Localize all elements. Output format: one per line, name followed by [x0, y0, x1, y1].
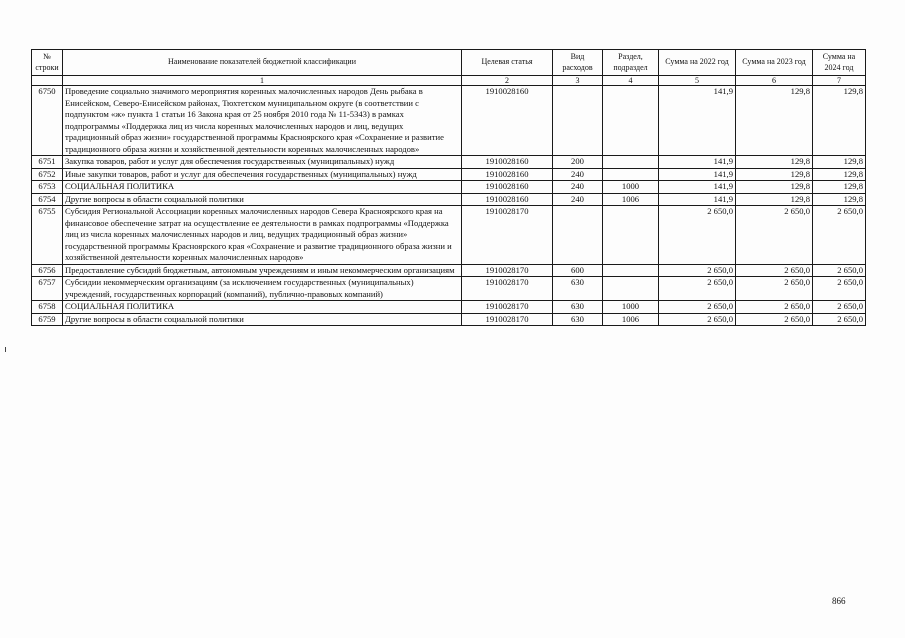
- row-sum-2023: 2 650,0: [736, 313, 813, 326]
- row-name: СОЦИАЛЬНАЯ ПОЛИТИКА: [63, 301, 462, 314]
- table-row: [32, 86, 866, 156]
- row-sum-2024: 129,8: [813, 156, 866, 169]
- scan-margin-mark: [5, 347, 6, 352]
- column-number: 5: [659, 76, 736, 86]
- column-number-blank: [32, 76, 63, 86]
- table-row: [32, 313, 866, 326]
- table-row: [32, 193, 866, 206]
- row-sum-2022: 141,9: [659, 156, 736, 169]
- row-expense-type: 630: [553, 313, 603, 326]
- column-number: 4: [603, 76, 659, 86]
- row-section: 1000: [603, 181, 659, 194]
- row-sum-2022: 2 650,0: [659, 206, 736, 265]
- row-sum-2023: 129,8: [736, 181, 813, 194]
- row-sum-2022: 141,9: [659, 193, 736, 206]
- header-row: [32, 50, 866, 76]
- row-name: Субсидии некоммерческим организациям (за исключением государственных (муниципальных) учреждений, государственных корпораций (компаний), публично-правовых компаний): [63, 277, 462, 301]
- row-sum-2024: 2 650,0: [813, 264, 866, 277]
- row-section: [603, 206, 659, 265]
- header-sum-2023: Сумма на 2023 год: [736, 50, 813, 76]
- page-number: 866: [832, 596, 846, 606]
- row-sum-2023: 2 650,0: [736, 301, 813, 314]
- row-sum-2024: 129,8: [813, 193, 866, 206]
- row-expense-type: 200: [553, 156, 603, 169]
- row-expense-type: 240: [553, 193, 603, 206]
- header-row-number: № строки: [32, 50, 63, 76]
- row-name: Иные закупки товаров, работ и услуг для обеспечения государственных (муниципальных) нужд: [63, 168, 462, 181]
- row-sum-2024: 2 650,0: [813, 206, 866, 265]
- row-sum-2024: 2 650,0: [813, 277, 866, 301]
- row-sum-2024: 129,8: [813, 181, 866, 194]
- row-sum-2023: 2 650,0: [736, 264, 813, 277]
- row-sum-2024: 2 650,0: [813, 301, 866, 314]
- row-name: Закупка товаров, работ и услуг для обеспечения государственных (муниципальных) нужд: [63, 156, 462, 169]
- header-sum-2022: Сумма на 2022 год: [659, 50, 736, 76]
- row-name: СОЦИАЛЬНАЯ ПОЛИТИКА: [63, 181, 462, 194]
- row-target-article: 1910028160: [462, 168, 553, 181]
- row-number: 6758: [32, 301, 63, 314]
- row-sum-2022: 141,9: [659, 181, 736, 194]
- column-number: 6: [736, 76, 813, 86]
- row-target-article: 1910028160: [462, 193, 553, 206]
- row-number: 6751: [32, 156, 63, 169]
- row-number: 6759: [32, 313, 63, 326]
- row-expense-type: 630: [553, 301, 603, 314]
- row-sum-2024: 129,8: [813, 86, 866, 156]
- row-sum-2022: 2 650,0: [659, 301, 736, 314]
- table-row: [32, 168, 866, 181]
- row-name: Предоставление субсидий бюджетным, автономным учреждениям и иным некоммерческим организациям: [63, 264, 462, 277]
- row-expense-type: 630: [553, 277, 603, 301]
- table-row: [32, 206, 866, 265]
- row-number: 6757: [32, 277, 63, 301]
- row-target-article: 1910028160: [462, 181, 553, 194]
- row-section: [603, 86, 659, 156]
- row-number: 6753: [32, 181, 63, 194]
- row-name: Проведение социально значимого мероприятия коренных малочисленных народов День рыбака в Енисейском, Северо-Енисейском районах, Тюхтетском муниципальном округе (в соответствии с подпунктом «ж» пункта 1 статьи 16 Закона края от 25 ноября 2010 года № 11-5343) в рамках подпрограммы «Поддержка лиц из числа коренных малочисленных народов и лиц, ведущих традиционный образ жизни» государственной программы Красноярского края «Сохранение и развитие традиционного образа жизни и хозяйственной деятельности коренных малочисленных народов»: [63, 86, 462, 156]
- row-target-article: 1910028170: [462, 313, 553, 326]
- table-row: [32, 264, 866, 277]
- column-number: 3: [553, 76, 603, 86]
- row-sum-2023: 2 650,0: [736, 206, 813, 265]
- row-target-article: 1910028160: [462, 86, 553, 156]
- row-target-article: 1910028160: [462, 156, 553, 169]
- row-section: 1006: [603, 193, 659, 206]
- row-sum-2023: 129,8: [736, 86, 813, 156]
- header-target-article: Целевая статья: [462, 50, 553, 76]
- column-number: 1: [63, 76, 462, 86]
- row-sum-2023: 2 650,0: [736, 277, 813, 301]
- table-row: [32, 181, 866, 194]
- row-number: 6754: [32, 193, 63, 206]
- row-number: 6756: [32, 264, 63, 277]
- row-expense-type: 600: [553, 264, 603, 277]
- header-section: Раздел, подраздел: [603, 50, 659, 76]
- row-sum-2022: 141,9: [659, 168, 736, 181]
- row-sum-2023: 129,8: [736, 156, 813, 169]
- row-sum-2022: 2 650,0: [659, 277, 736, 301]
- row-number: 6752: [32, 168, 63, 181]
- row-sum-2022: 141,9: [659, 86, 736, 156]
- header-expense-type: Вид расходов: [553, 50, 603, 76]
- row-section: 1000: [603, 301, 659, 314]
- row-sum-2024: 2 650,0: [813, 313, 866, 326]
- row-number: 6750: [32, 86, 63, 156]
- budget-table: [31, 49, 866, 326]
- row-name: Субсидия Региональной Ассоциации коренных малочисленных народов Севера Красноярского края на финансовое обеспечение затрат на осуществление ее деятельности в рамках подпрограммы «Поддержка лиц из числа коренных малочисленных народов и лиц, ведущих традиционный образ жизни» государственной программы Красноярского края «Сохранение и развитие традиционного образа жизни и хозяйственной деятельности коренных малочисленных народов»: [63, 206, 462, 265]
- row-target-article: 1910028170: [462, 301, 553, 314]
- column-number: 2: [462, 76, 553, 86]
- row-sum-2022: 2 650,0: [659, 264, 736, 277]
- table-row: [32, 277, 866, 301]
- row-sum-2022: 2 650,0: [659, 313, 736, 326]
- header-sum-2024: Сумма на 2024 год: [813, 50, 866, 76]
- row-section: [603, 168, 659, 181]
- row-section: 1006: [603, 313, 659, 326]
- table-row: [32, 301, 866, 314]
- row-expense-type: 240: [553, 168, 603, 181]
- row-section: [603, 277, 659, 301]
- row-expense-type: 240: [553, 181, 603, 194]
- row-name: Другие вопросы в области социальной политики: [63, 193, 462, 206]
- column-number: 7: [813, 76, 866, 86]
- column-number-row: [32, 76, 866, 86]
- row-section: [603, 156, 659, 169]
- row-sum-2023: 129,8: [736, 193, 813, 206]
- row-sum-2024: 129,8: [813, 168, 866, 181]
- row-name: Другие вопросы в области социальной политики: [63, 313, 462, 326]
- table-row: [32, 156, 866, 169]
- row-expense-type: [553, 206, 603, 265]
- row-expense-type: [553, 86, 603, 156]
- row-target-article: 1910028170: [462, 277, 553, 301]
- row-target-article: 1910028170: [462, 206, 553, 265]
- header-indicator-name: Наименование показателей бюджетной классификации: [63, 50, 462, 76]
- row-sum-2023: 129,8: [736, 168, 813, 181]
- row-section: [603, 264, 659, 277]
- row-number: 6755: [32, 206, 63, 265]
- row-target-article: 1910028170: [462, 264, 553, 277]
